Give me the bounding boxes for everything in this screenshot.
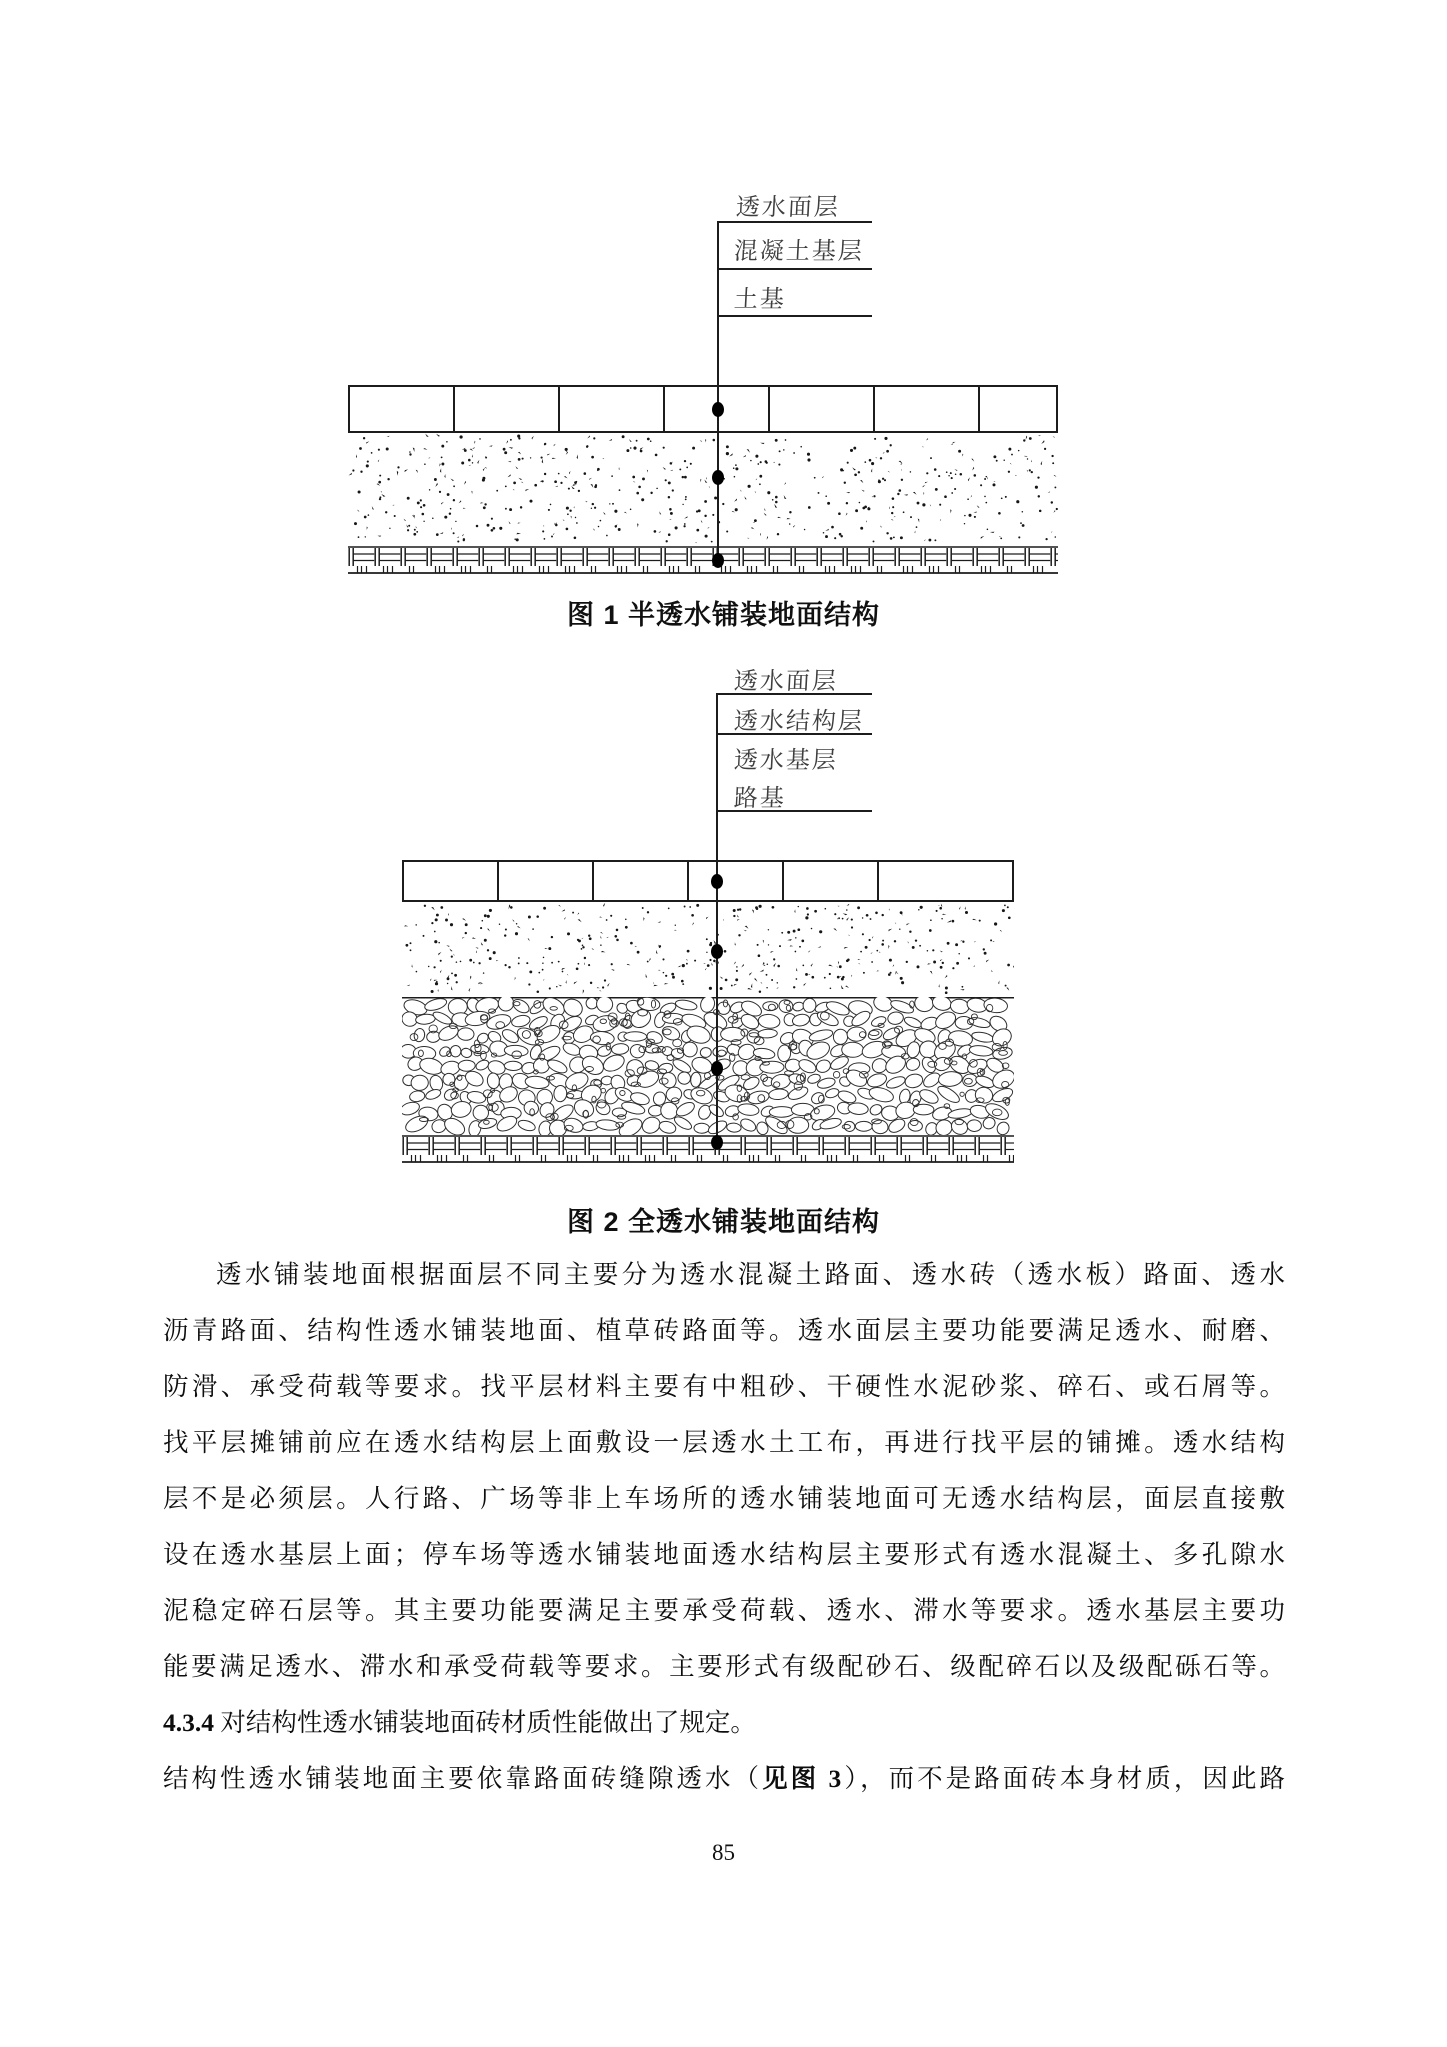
figure2-gravel-layer [402,997,1014,1135]
figure1-brick-joint [663,387,665,431]
regular-text: ），而不是路面砖本身材质，因此路 [841,1764,1285,1793]
figure1-brick-joint [978,387,980,431]
figure1-brick-layer [348,385,1058,433]
regular-text: 防滑、承受荷载等要求。找平层材料主要有中粗砂、干硬性水泥砂浆、碎石、或石屑等。 [163,1372,1285,1401]
figure2-layer-label: 路基 [733,786,787,812]
figure1-layer-label: 土基 [733,287,787,313]
text-line-9 [163,1695,1285,1751]
figure1-caption: 图 1 半透水铺装地面结构 [566,600,881,630]
regular-text: 透水铺装地面根据面层不同主要分为透水混凝土路面、透水砖（透水板）路面、透水 [216,1260,1285,1289]
figure1-label-line [717,268,872,270]
figure2-brick-joint [877,862,879,900]
figure1-subgrade-hatch-layer [348,546,1058,574]
figure2-leader-line [716,693,718,1146]
figure1-layer-label: 混凝土基层 [733,239,865,265]
figure2-subgrade-hatch-layer [402,1135,1014,1163]
text-line-2 [163,1303,1285,1359]
figure1-brick-joint [768,387,770,431]
text-line-6 [163,1527,1285,1583]
figure2-brick-joint [782,862,784,900]
text-line-1 [163,1247,1285,1303]
figure1-brick-joint [873,387,875,431]
text-line-7 [163,1583,1285,1639]
regular-text: 沥青路面、结构性透水铺装地面、植草砖路面等。透水面层主要功能要满足透水、耐磨、 [163,1316,1285,1345]
bold-text: 4.3.4 [163,1708,214,1737]
regular-text: 结构性透水铺装地面主要依靠路面砖缝隙透水（ [163,1764,763,1793]
figure2-caption: 图 2 全透水铺装地面结构 [566,1207,881,1237]
figure1-leader-dot [712,470,724,485]
regular-text: 设在透水基层上面；停车场等透水铺装地面透水结构层主要形式有透水混凝土、多孔隙水 [163,1540,1285,1569]
text-line-5 [163,1471,1285,1527]
figure1-leader-dot [712,402,724,417]
text-line-4 [163,1415,1285,1471]
figure2-layer-label: 透水面层 [733,669,839,695]
regular-text: 泥稳定碎石层等。其主要功能要满足主要承受荷载、透水、滞水等要求。透水基层主要功 [163,1596,1285,1625]
body-text [163,1247,1285,1807]
figure1-leader-dot [712,553,724,568]
figure2-leader-dot [711,944,723,959]
figure1-base-stipple-layer [348,433,1058,546]
figure2-brick-joint [687,862,689,900]
figure1-brick-joint [558,387,560,431]
figure2-brick-joint [497,862,499,900]
figure2-leader-dot [711,1135,723,1150]
figure1-layer-label: 透水面层 [735,195,841,221]
figure2-leader-dot [711,1061,723,1076]
regular-text: 对结构性透水铺装地面砖材质性能做出了规定。 [214,1708,756,1737]
regular-text: 能要满足透水、滞水和承受荷载等要求。主要形式有级配砂石、级配碎石以及级配砾石等。 [163,1652,1285,1681]
figure2-brick-joint [592,862,594,900]
text-line-8 [163,1639,1285,1695]
figure1-label-line [717,315,872,317]
text-line-3 [163,1359,1285,1415]
figure2-leader-dot [711,874,723,889]
regular-text: 找平层摊铺前应在透水结构层上面敷设一层透水土工布，再进行找平层的铺摊。透水结构 [163,1428,1285,1457]
regular-text: 层不是必须层。人行路、广场等非上车场所的透水铺装地面可无透水结构层，面层直接敷 [163,1484,1285,1513]
bold-text: 见图 3 [762,1764,842,1793]
figure2-base-stipple-layer [402,902,1014,997]
figure2-layer-label: 透水基层 [733,748,839,774]
figure1-brick-joint [453,387,455,431]
figure2-layer-label: 透水结构层 [733,709,865,735]
figure1-leader-line [717,221,719,566]
figure2-brick-layer [402,860,1014,902]
page-number: 85 [712,1840,735,1865]
text-line-10 [163,1751,1285,1807]
